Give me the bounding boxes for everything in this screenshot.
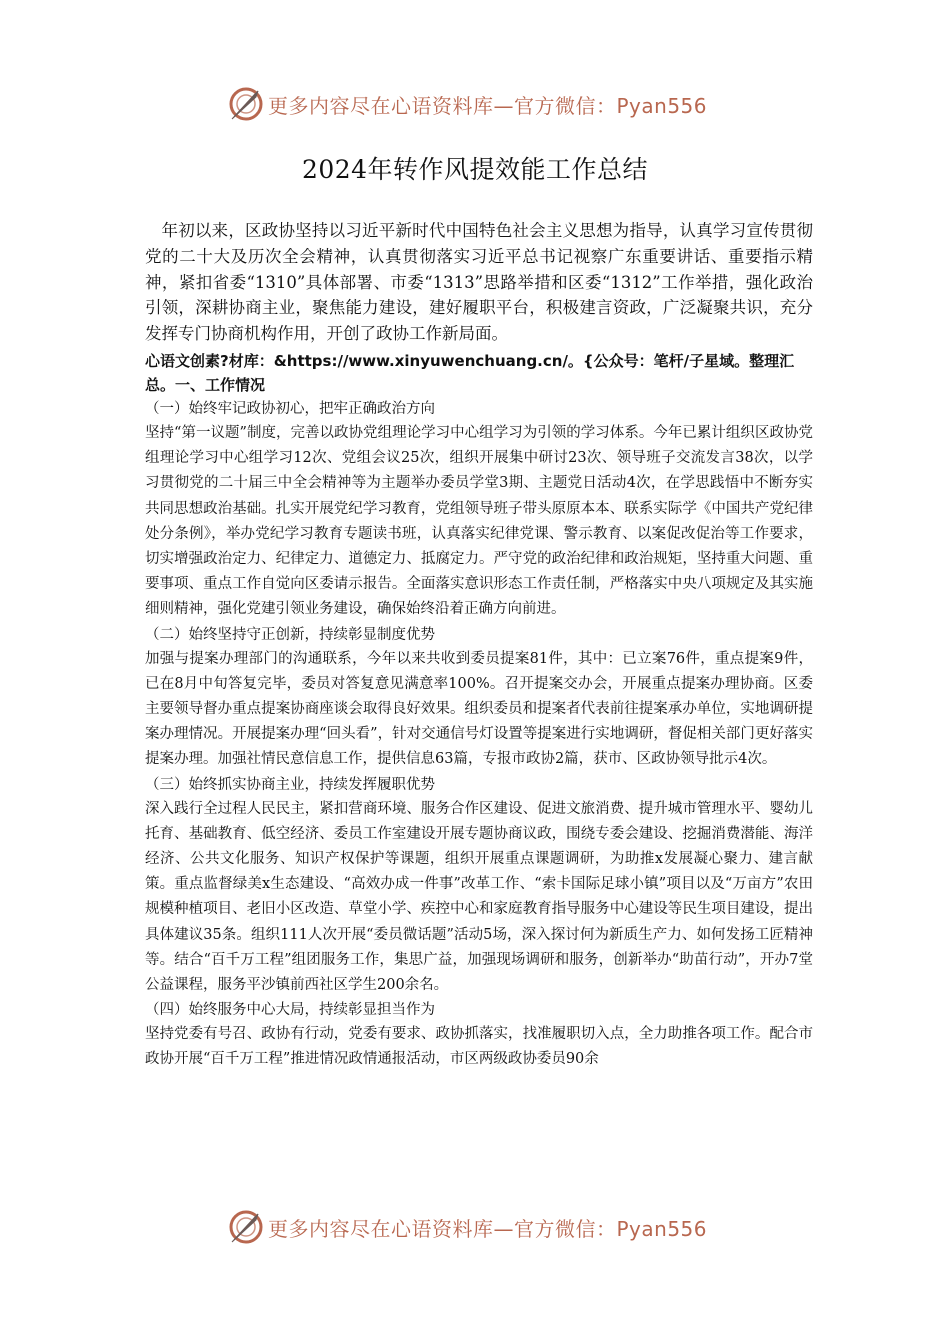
section-paragraph: 坚持“第一议题”制度，完善以政协党组理论学习中心组学习为引领的学习体系。今年已累计组织区政协党组理论学习中心组学习12次、党组会议25次，组织开展集中研讨23次、领导班子交流发言38次，以学习贯彻党的二十届三中全会精神等为主题举办委员学堂3期、主题党日活动4次，在学思践悟中不断夯实共同思想政治基础。扎实开展党纪学习教育，党组领导班子带头原原本本、联系实际学《中国共产党纪律处分条例》，举办党纪学习教育专题读书班，认真落实纪律党课、警示教育、以案促改促治等工作要求，切实增强政治定力、纪律定力、道德定力、抵腐定力。严守党的政治纪律和政治规矩，坚持重大问题、重要事项、重点工作自觉向区委请示报告。全面落实意识形态工作责任制，严格落实中央八项规定及其实施细则精神，强化党建引领业务建设，确保始终沿着正确方向前进。 (145, 424, 813, 618)
source-note: 心语文创素?材库：&https://www.xinyuwenchuang.cn/。{公众号：笔杆/子星域。整理汇总。一、工作情况 (145, 351, 795, 394)
intro-paragraph: 年初以来，区政协坚持以习近平新时代中国特色社会主义思想为指导，认真学习宣传贯彻党的二十大及历次全会精神，认真贯彻落实习近平总书记视察广东重要讲话、重要指示精神，紧扣省委“1310”具体部署、市委“1313”思路举措和区委“1312”工作举措，强化政治引领，深耕协商主业，聚焦能力建设，建好履职平台，积极建言资政，广泛凝聚共识，充分发挥专门协商机构作用，开创了政协工作新局面。 (145, 221, 813, 344)
page-title: 2024年转作风提效能工作总结 (301, 155, 649, 184)
header-banner (228, 84, 707, 124)
section-heading: （二）始终坚持守正创新，持续彰显制度优势 (145, 626, 435, 643)
section-paragraph: 深入践行全过程人民民主，紧扣营商环境、服务合作区建设、促进文旅消费、提升城市管理水平、婴幼儿托育、基础教育、低空经济、委员工作室建设开展专题协商议政，围绕专委会建设、挖掘消费潜能、海洋经济、公共文化服务、知识产权保护等课题，组织开展重点课题调研，为助推x发展凝心聚力、建言献策。重点监督绿美x生态建设、“高效办成一件事”改革工作、“索卡国际足球小镇”项目以及“万亩方”农田规模种植项目、老旧小区改造、草堂小学、疾控中心和家庭教育指导服务中心建设等民生项目建设，提出具体建议35条。组织111人次开展“委员微话题”活动5场，深入探讨何为新质生产力、如何发扬工匠精神等。结合“百千万工程”组团服务工作，集思广益，加强现场调研和服务，创新举办“助苗行动”，开办7堂公益课程，服务平沙镇前西社区学生200余名。 (145, 800, 813, 994)
section-heading: （一）始终牢记政协初心，把牢正确政治方向 (145, 400, 435, 417)
banner-text: 更多内容尽在心语资料库—官方微信：Pyan556 (268, 93, 708, 118)
section-paragraph: 坚持党委有号召、政协有行动，党委有要求、政协抓落实，找准履职切入点，全力助推各项工作。配合市政协开展“百千万工程”推进情况政情通报活动，市区两级政协委员90余 (145, 1026, 813, 1068)
footer-banner (228, 1207, 707, 1247)
document-body (145, 218, 813, 1073)
quill-seal-icon (228, 1209, 264, 1245)
quill-seal-icon (228, 86, 264, 122)
section-paragraph: 加强与提案办理部门的沟通联系，今年以来共收到委员提案81件，其中：已立案76件，重点提案9件，已在8月中旬答复完毕，委员对答复意见满意率100%。召开提案交办会，开展重点提案办理协商。区委主要领导督办重点提案协商座谈会取得良好效果。组织委员和提案者代表前往提案承办单位，实地调研提案办理情况。开展提案办理“回头看”，针对交通信号灯设置等提案进行实地调研，督促相关部门更好落实提案办理。加强社情民意信息工作，提供信息63篇，专报市政协2篇，获市、区政协领导批示4次。 (145, 650, 813, 768)
section-heading: （三）始终抓实协商主业，持续发挥履职优势 (145, 776, 435, 793)
banner-text: 更多内容尽在心语资料库—官方微信：Pyan556 (268, 1216, 708, 1241)
section-heading: （四）始终服务中心大局，持续彰显担当作为 (145, 1002, 435, 1019)
